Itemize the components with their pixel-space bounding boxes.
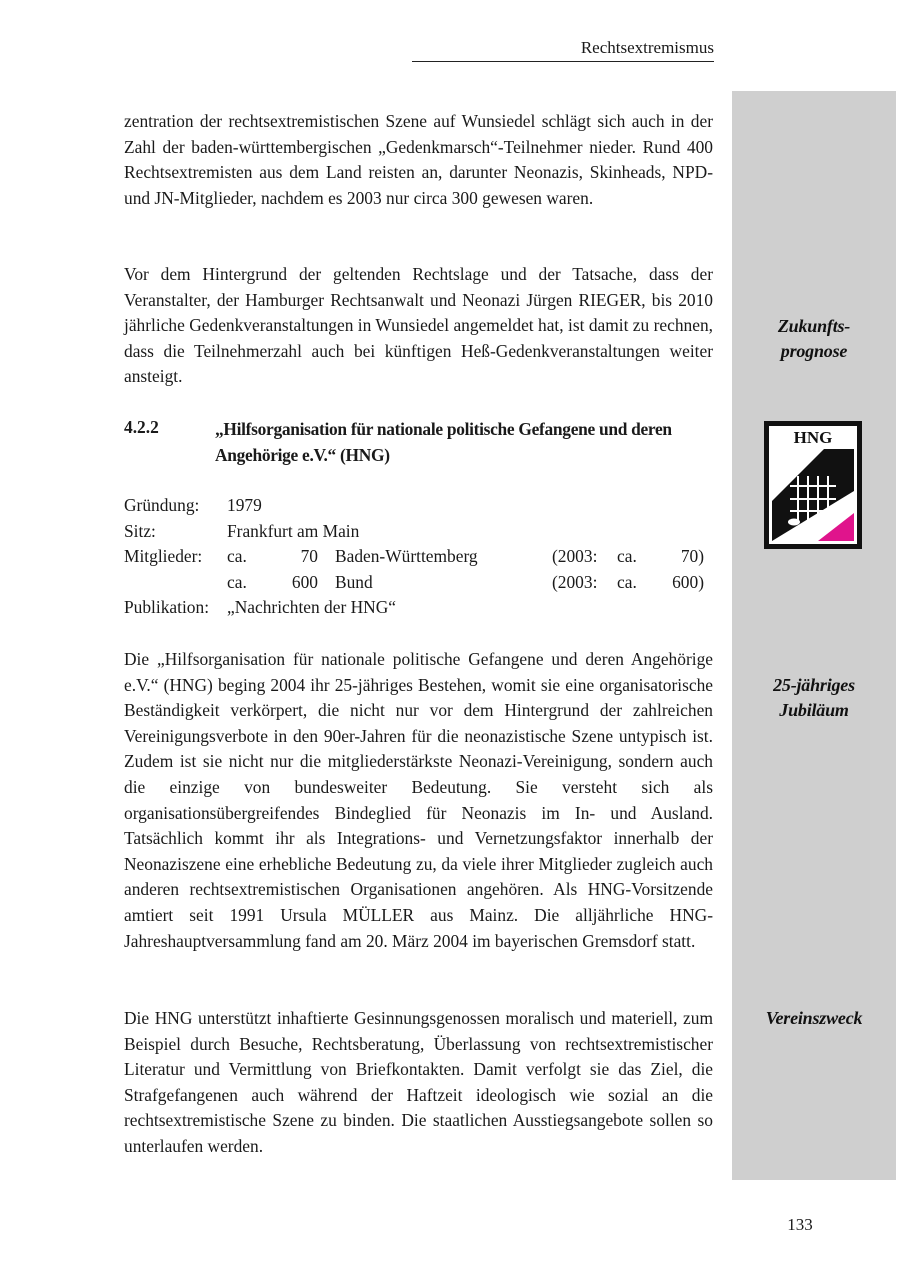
section-number: 4.2.2 (124, 417, 159, 437)
section-title: „Hilfsorganisation für nationale politische Gefangene und deren Angehörige e.V.“ (HNG) (215, 419, 672, 465)
fact-row-publication (124, 595, 714, 621)
fact-row-members-federal (124, 570, 714, 596)
members-count: 600 (291, 571, 318, 592)
fact-row-founding (124, 493, 714, 519)
margin-note-line: Zukunfts- (777, 316, 851, 336)
margin-note-line: Jubiläum (779, 700, 849, 720)
fact-label: Mitglieder: (124, 546, 203, 567)
members-region: Baden-Württemberg (335, 546, 478, 567)
members-region: Bund (335, 571, 373, 592)
fact-row-seat (124, 519, 714, 545)
fact-value: Frankfurt am Main (227, 520, 360, 541)
fact-value: „Nachrichten der HNG“ (227, 597, 396, 618)
fact-table (124, 493, 714, 621)
members-approx: ca. (227, 571, 247, 592)
members-prev-count: 70) (680, 546, 704, 567)
margin-note-vereinszweck: Vereinszweck (765, 1008, 863, 1028)
members-approx: ca. (227, 546, 247, 567)
paragraph-rechtslage: Vor dem Hintergrund der geltenden Rechtslage und der Tatsache, dass der Veranstalter, der Hamburger Rechtsanwalt und Neonazi Jürgen RIEGER, bis 2010 jährliche Gedenkveranstaltungen in Wunsiedel angemeldet hat, ist damit zu rechnen, dass die Teilnehmerzahl auch bei künftigen Heß-Gedenkveranstaltungen weiter ansteigt. (124, 264, 713, 387)
members-prev-year: (2003: (552, 571, 598, 592)
members-prev-count: 600) (672, 571, 704, 592)
running-header: Rechtsextremismus (412, 38, 714, 62)
fact-value: 1979 (227, 495, 262, 515)
logo-text: HNG (793, 428, 833, 447)
members-prev-approx: ca. (617, 546, 637, 567)
fact-row-members (124, 544, 714, 570)
paragraph-szene: zentration der rechtsextremistischen Szene auf Wunsiedel schlägt sich auch in der Zahl der baden-württembergischen „Gedenkmarsch“-Teilnehmer nieder. Rund 400 Rechtsextremisten aus dem Land reisten an, darunter Neonazis, Skinheads, NPD- und JN-Mitglieder, nachdem es 2003 nur circa 300 gewesen waren. (124, 111, 713, 208)
fact-label: Sitz: (124, 520, 156, 541)
margin-note-line: prognose (780, 341, 848, 361)
members-prev-year: (2003: (552, 546, 598, 567)
margin-note-jubilaeum (732, 673, 896, 723)
hng-logo (764, 421, 862, 549)
margin-note-line: 25-jähriges (773, 675, 855, 695)
paragraph-vereinszweck: Die HNG unterstützt inhaftierte Gesinnungsgenossen moralisch und materiell, zum Beispiel durch Besuche, Rechtsberatung, Überlassung von rechtsextremistischer Literatur und Vermittlung von Briefkontakten. Damit verfolgt sie das Ziel, die Strafgefangenen auch während der Haftzeit ideologisch wie sozial an die rechtsextremistische Szene zu binden. Die staatlichen Ausstiegsangebote sollen so unterlaufen werden. (124, 1008, 713, 1156)
members-count: 70 (300, 546, 318, 567)
members-prev-approx: ca. (617, 571, 637, 592)
margin-note-zukunftsprognose (732, 314, 896, 364)
fact-label: Publikation: (124, 597, 210, 618)
fact-label: Gründung: (124, 495, 200, 515)
page-number: 133 (787, 1215, 813, 1234)
paragraph-hng-bestehen: Die „Hilfsorganisation für nationale politische Gefangene und deren Angehörige e.V.“ (HNG) beging 2004 ihr 25-jähriges Bestehen, womit sie eine organisatorische Beständigkeit verkörpert, die nicht nur vor dem Hintergrund der zahlreichen Vereinigungsverbote in den 90er-Jahren für die neonazistische Szene untypisch ist. Zudem ist sie nicht nur die mitgliederstärkste Neonazi-Vereinigung, sondern auch die einzige von bundesweiter Bedeutung. Sie versteht sich als organisationsübergreifendes Bindeglied für Neonazis im In- und Ausland. Tatsächlich kommt ihr als Integrations- und Vernetzungsfaktor innerhalb der Neonaziszene eine erhebliche Bedeutung zu, da viele ihrer Mitglieder zugleich auch anderen rechtsextremistischen Organisationen angehören. Als HNG-Vorsitzende amtiert seit 1991 Ursula MÜLLER aus Mainz. Die alljährliche HNG-Jahreshauptversammlung fand am 20. März 2004 im bayerischen Gremsdorf statt. (124, 649, 713, 951)
